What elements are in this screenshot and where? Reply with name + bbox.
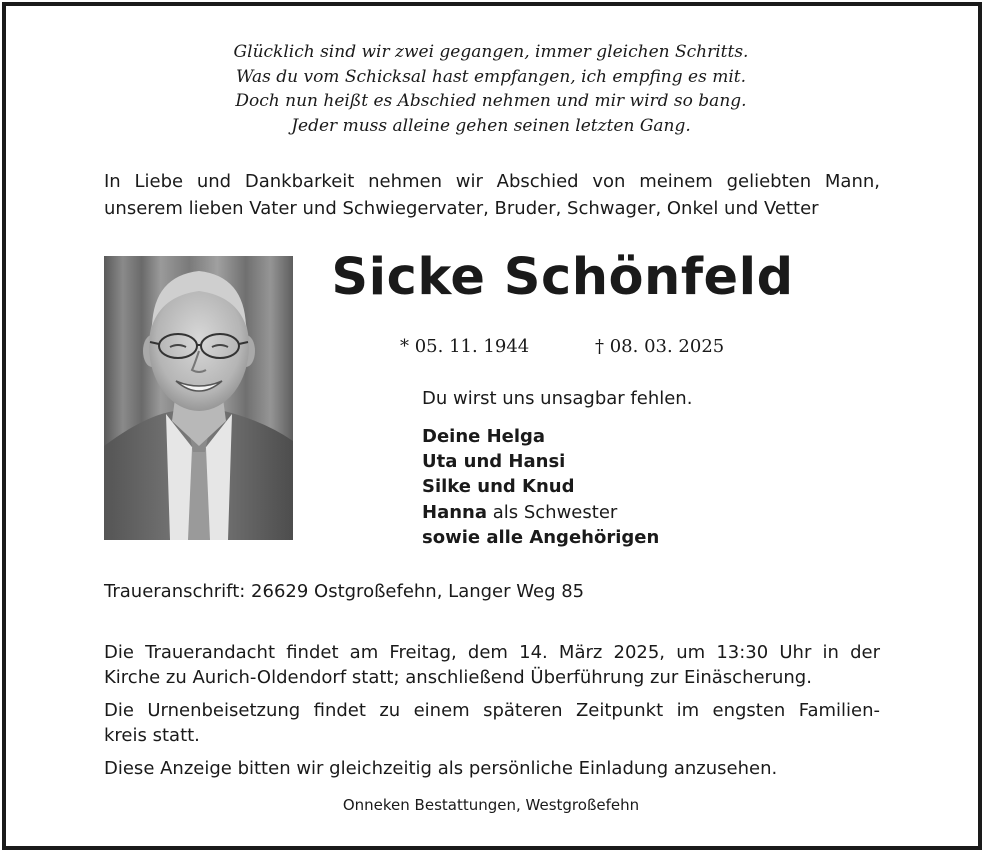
portrait-photo [104,256,293,540]
farewell-message: Du wirst uns unsagbar fehlen. [422,388,693,409]
signer: Hanna als Schwester [422,501,618,523]
signer: sowie alle Angehörigen [422,526,660,548]
intro-line: unserem lieben Vater und Schwiegervater, Bruder, Schwager, Onkel und Vetter [104,198,819,219]
birth-date: * 05. 11. 1944 [400,336,530,357]
signer: Silke und Knud [422,476,575,498]
burial-paragraph [104,698,880,748]
paragraph-line: Die Trauerandacht findet am Freitag, dem 14. März 2025, um 13:30 Uhr in der [104,642,880,663]
paragraph-line: Kirche zu Aurich-Oldendorf statt; anschließend Überführung zur Einäscherung. [104,667,812,688]
paragraph-line: kreis statt. [104,725,200,746]
poem [100,40,882,138]
poem-line: Was du vom Schicksal hast empfangen, ich empfing es mit. [235,66,747,87]
death-date: † 08. 03. 2025 [595,336,725,357]
intro-line: In Liebe und Dankbarkeit nehmen wir Abschied von meinem geliebten Mann, [104,171,880,192]
undertaker-credit: Onneken Bestattungen, Westgroßefehn [342,796,640,814]
intro-text [104,168,880,222]
mourning-address: Traueranschrift: 26629 Ostgroßefehn, Langer Weg 85 [104,581,585,602]
poem-line: Doch nun heißt es Abschied nehmen und mir wird so bang. [235,91,747,111]
signer: Uta und Hansi [422,451,566,473]
invitation-paragraph [104,756,880,781]
poem-line: Jeder muss alleine gehen seinen letzten Gang. [291,115,691,136]
deceased-name: Sicke Schönfeld [331,248,794,307]
signer: Deine Helga [422,426,546,447]
paragraph-line: Diese Anzeige bitten wir gleichzeitig als persönliche Einladung anzusehen. [104,758,778,779]
paragraph-line: Die Urnenbeisetzung findet zu einem späteren Zeitpunkt im engsten Familien- [104,700,880,721]
poem-line: Glücklich sind wir zwei gegangen, immer gleichen Schritts. [233,42,749,62]
signers-list [422,424,659,550]
service-paragraph [104,640,880,690]
